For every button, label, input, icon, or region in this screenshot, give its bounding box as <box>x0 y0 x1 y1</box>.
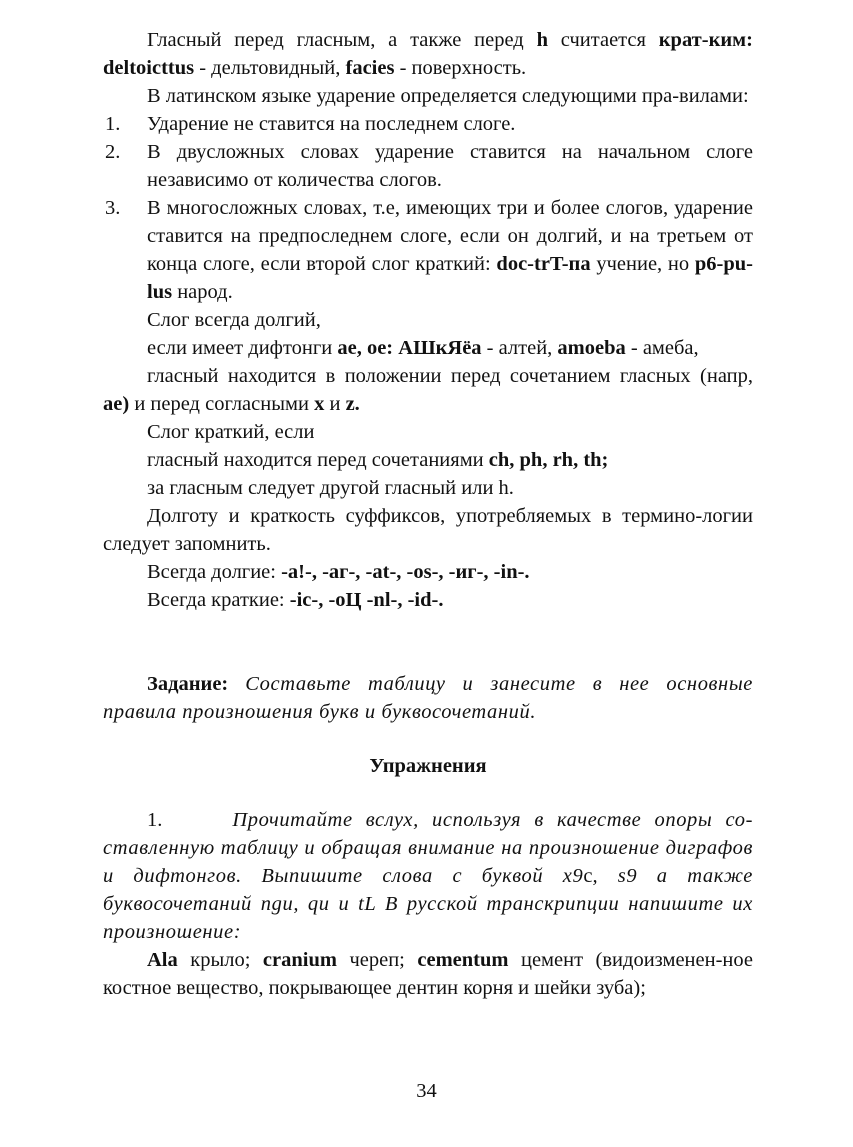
text-span: крыло; <box>177 949 263 971</box>
rule-text: Ударение не ставится на последнем слоге. <box>147 113 516 135</box>
long-syllable-title: Слог всегда долгий, <box>147 309 321 331</box>
task-paragraph <box>103 670 753 726</box>
text-span: гласный находится в положении перед сочетанием гласных (напр, <box>147 365 753 387</box>
text-span: - дельтовидный, <box>194 57 346 79</box>
exercise-text: Прочитайте вслух, используя в качестве опоры со-ставленную таблицу и обращая внимание на произношение диграфов и дифтонгов. Выпишите слова с буквой <box>103 809 753 887</box>
text-span: череп; <box>336 949 418 971</box>
text-span: с <box>583 865 593 887</box>
text-span: считается <box>547 29 659 51</box>
text-span: гласный находится перед сочетаниями <box>147 449 489 471</box>
exercise-text: , <box>293 893 308 915</box>
page-number: 34 <box>416 1080 437 1102</box>
exercise-text: x9 <box>562 865 584 887</box>
long-syllable-position <box>103 362 753 418</box>
text-span: - амеба, <box>625 337 699 359</box>
exercise-text: qu <box>307 893 330 915</box>
text-span: - алтей, <box>481 337 558 359</box>
exercise-words <box>103 946 753 1002</box>
bold-term: z. <box>345 393 360 415</box>
section-heading: Упражнения <box>369 755 487 777</box>
bold-term: cementum <box>417 949 509 971</box>
rule-item-3 <box>103 194 753 306</box>
exercise-text: tL <box>358 893 377 915</box>
exercise-text: также буквосочетаний <box>103 865 753 915</box>
bold-term: h <box>536 29 548 51</box>
text-span: Всегда долгие: <box>147 561 282 583</box>
bold-term: -ic-, -оЦ -nl-, -id-. <box>289 589 444 611</box>
document-page <box>103 26 753 1002</box>
text-span: учение, но <box>590 253 695 275</box>
text-span: Всегда краткие: <box>147 589 290 611</box>
rule-number: 1. <box>105 113 121 135</box>
exercise-number: 1. <box>147 809 163 831</box>
bold-term: x <box>314 393 325 415</box>
bold-term: -a!-, -аг-, -at-, -os-, -иг-, -in-. <box>281 561 530 583</box>
short-syllable-combos <box>103 446 753 474</box>
text-span: , <box>592 865 618 887</box>
short-syllable-title: Слог краткий, если <box>147 421 315 443</box>
bold-term: deltoicttus <box>103 57 195 79</box>
text-span: и перед согласными <box>129 393 315 415</box>
exercise-1 <box>103 806 753 946</box>
bold-term: p6-pu-lus <box>147 253 753 303</box>
task-text: Составьте таблицу и занесите в нее основные правила произношения букв и буквосочетаний. <box>103 673 753 723</box>
bold-term: ae, oe: АШкЯёа <box>337 337 482 359</box>
rule-text: В многосложных словах, т.е, имеющих три и более слогов, ударение ставится на предпоследнем слоге, если он долгий, и на третьем от конца слоге, если второй слог краткий: <box>147 197 753 275</box>
text-span: - поверхность. <box>394 57 527 79</box>
paragraph-stress-intro: В латинском языке ударение определяется следующими пра-вилами: <box>147 85 749 107</box>
text-span: и <box>324 393 346 415</box>
short-syllable-vowel: за гласным следует другой гласный или h. <box>147 477 514 499</box>
always-long-suffixes <box>103 558 753 586</box>
bold-term: ch, ph, rh, th; <box>488 449 609 471</box>
always-short-suffixes <box>103 586 753 614</box>
bold-term: cranium <box>262 949 337 971</box>
paragraph-suffixes: Долготу и краткость суффиксов, употребляемых в термино-логии следует запомнить. <box>103 505 753 555</box>
rule-text: В двусложных словах ударение ставится на начальном слоге независимо от количества слогов. <box>147 141 753 191</box>
rule-number: 3. <box>105 197 121 219</box>
rule-number: 2. <box>105 141 121 163</box>
bold-term: Ala <box>147 949 178 971</box>
exercise-text: В русской транскрипции напишите их произношение: <box>103 893 753 943</box>
task-label: Задание: <box>147 673 229 695</box>
exercise-text: и <box>329 893 359 915</box>
bold-term: ae) <box>103 393 130 415</box>
rule-item-2 <box>103 138 753 194</box>
bold-term: doc-trT-па <box>496 253 591 275</box>
exercise-text: ngu <box>260 893 294 915</box>
bold-term: facies <box>345 57 395 79</box>
text-span: цемент (видоизменен-ное костное вещество, покрывающее дентин корня и шейки зуба); <box>103 949 753 999</box>
exercise-text: s9 а <box>617 865 668 887</box>
long-syllable-diphthongs <box>103 334 753 362</box>
rule-item-1 <box>103 110 753 138</box>
paragraph-vowel-rule <box>103 26 753 82</box>
bold-term: крат-ким: <box>658 29 753 51</box>
bold-term: amoeba <box>557 337 626 359</box>
text-span: Гласный перед гласным, а также перед <box>147 29 537 51</box>
text-span: народ. <box>172 281 233 303</box>
text-span: если имеет дифтонги <box>147 337 338 359</box>
